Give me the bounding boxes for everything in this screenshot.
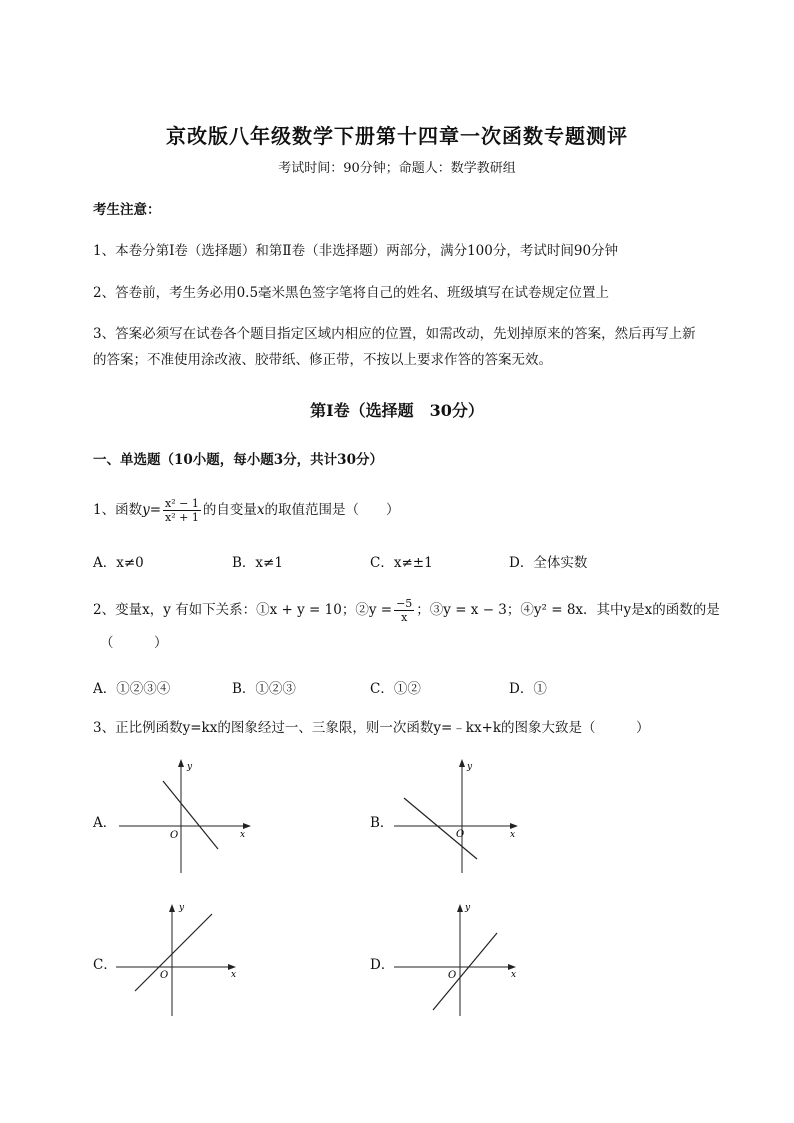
origin-label: O bbox=[170, 830, 179, 841]
q2-answer-blank: （ ） bbox=[100, 635, 168, 651]
x-label: x bbox=[240, 830, 246, 840]
q1-denominator: x² + 1 bbox=[165, 511, 199, 524]
q1-prefix: 1、函数 bbox=[93, 502, 143, 518]
notice-item-3-line2: 的答案；不准使用涂改液、胶带纸、修正带，不按以上要求作答的答案无效。 bbox=[93, 352, 552, 368]
q1-fraction bbox=[163, 497, 201, 524]
q1-numerator: x² − 1 bbox=[165, 497, 199, 510]
y-axis-arrow bbox=[457, 904, 463, 912]
origin-label: O bbox=[456, 829, 465, 840]
q1-x: x bbox=[256, 502, 265, 518]
q3-option-a-label[interactable]: A． bbox=[93, 815, 117, 831]
q2-frac-num: −5 bbox=[396, 597, 413, 610]
y-axis-arrow bbox=[169, 904, 175, 912]
y-label: y bbox=[465, 903, 471, 913]
page-title: 京改版八年级数学下册第十四章一次函数专题测评 bbox=[166, 124, 628, 148]
q3-option-c-label[interactable]: C． bbox=[93, 957, 117, 973]
part-heading: 一、单选题（10小题，每小题3分，共计30分） bbox=[93, 452, 383, 468]
q2-option-c[interactable]: C．①② bbox=[370, 681, 421, 697]
exam-subtitle: 考试时间：90分钟；命题人：数学教研组 bbox=[278, 161, 516, 176]
q2-text-a: 2、变量x，y 有如下关系：①x + y = 10；②y = bbox=[93, 602, 393, 618]
function-line bbox=[433, 933, 497, 1010]
section-title: 第I卷（选择题 30分） bbox=[310, 401, 484, 420]
q1-option-b[interactable]: B．x≠1 bbox=[232, 555, 283, 571]
q2-option-d[interactable]: D．① bbox=[509, 681, 547, 697]
q1-eq: = bbox=[149, 502, 162, 518]
q3-graph-b[interactable] bbox=[390, 755, 530, 880]
x-label: x bbox=[231, 970, 237, 980]
y-axis-arrow bbox=[178, 759, 184, 767]
q2-option-b[interactable]: B．①②③ bbox=[232, 681, 296, 697]
q3-graph-d[interactable] bbox=[390, 898, 530, 1023]
q2-fraction bbox=[394, 597, 414, 624]
x-axis-arrow bbox=[510, 823, 518, 829]
q1-option-d[interactable]: D．全体实数 bbox=[509, 555, 588, 571]
q1-suffix1: 的自变量 bbox=[202, 502, 257, 518]
y-label: y bbox=[187, 762, 193, 772]
q1-suffix2: 的取值范围是（ ） bbox=[264, 502, 400, 518]
x-label: x bbox=[511, 970, 517, 980]
q2-frac-den: x bbox=[401, 611, 408, 624]
q3-option-d-label[interactable]: D． bbox=[370, 957, 395, 973]
question-3: 3、正比例函数y=kx的图象经过一、三象限，则一次函数y=﹣kx+k的图象大致是（ ） bbox=[93, 720, 650, 736]
notice-heading: 考生注意： bbox=[93, 202, 161, 218]
function-line bbox=[135, 914, 212, 991]
x-label: x bbox=[510, 830, 516, 840]
y-axis-arrow bbox=[459, 759, 465, 767]
q2-text-b: ；③y = x − 3；④y² = 8x．其中y是x的函数的是 bbox=[416, 602, 720, 618]
q1-option-c[interactable]: C．x≠±1 bbox=[370, 555, 433, 571]
y-label: y bbox=[467, 762, 473, 772]
origin-label: O bbox=[160, 970, 169, 981]
q3-option-b-label[interactable]: B． bbox=[370, 815, 394, 831]
q2-option-a[interactable]: A．①②③④ bbox=[93, 681, 171, 697]
q1-y: y bbox=[142, 502, 150, 518]
origin-label: O bbox=[448, 970, 457, 981]
y-label: y bbox=[179, 903, 185, 913]
notice-item-1: 1、本卷分第I卷（选择题）和第Ⅱ卷（非选择题）两部分，满分100分，考试时间90分钟 bbox=[93, 243, 619, 259]
notice-item-3-line1: 3、答案必须写在试卷各个题目指定区域内相应的位置，如需改动，先划掉原来的答案，然后再写上新 bbox=[93, 326, 696, 342]
q3-graph-a[interactable] bbox=[115, 755, 255, 880]
question-1 bbox=[93, 497, 400, 524]
q3-graph-c[interactable] bbox=[112, 898, 252, 1023]
question-2 bbox=[93, 597, 720, 624]
function-line bbox=[404, 798, 477, 859]
x-axis-arrow bbox=[243, 823, 251, 829]
q1-option-a[interactable]: A．x≠0 bbox=[93, 555, 144, 571]
notice-item-2: 2、答卷前，考生务必用0.5毫米黑色签字笔将自己的姓名、班级填写在试卷规定位置上 bbox=[93, 285, 610, 301]
